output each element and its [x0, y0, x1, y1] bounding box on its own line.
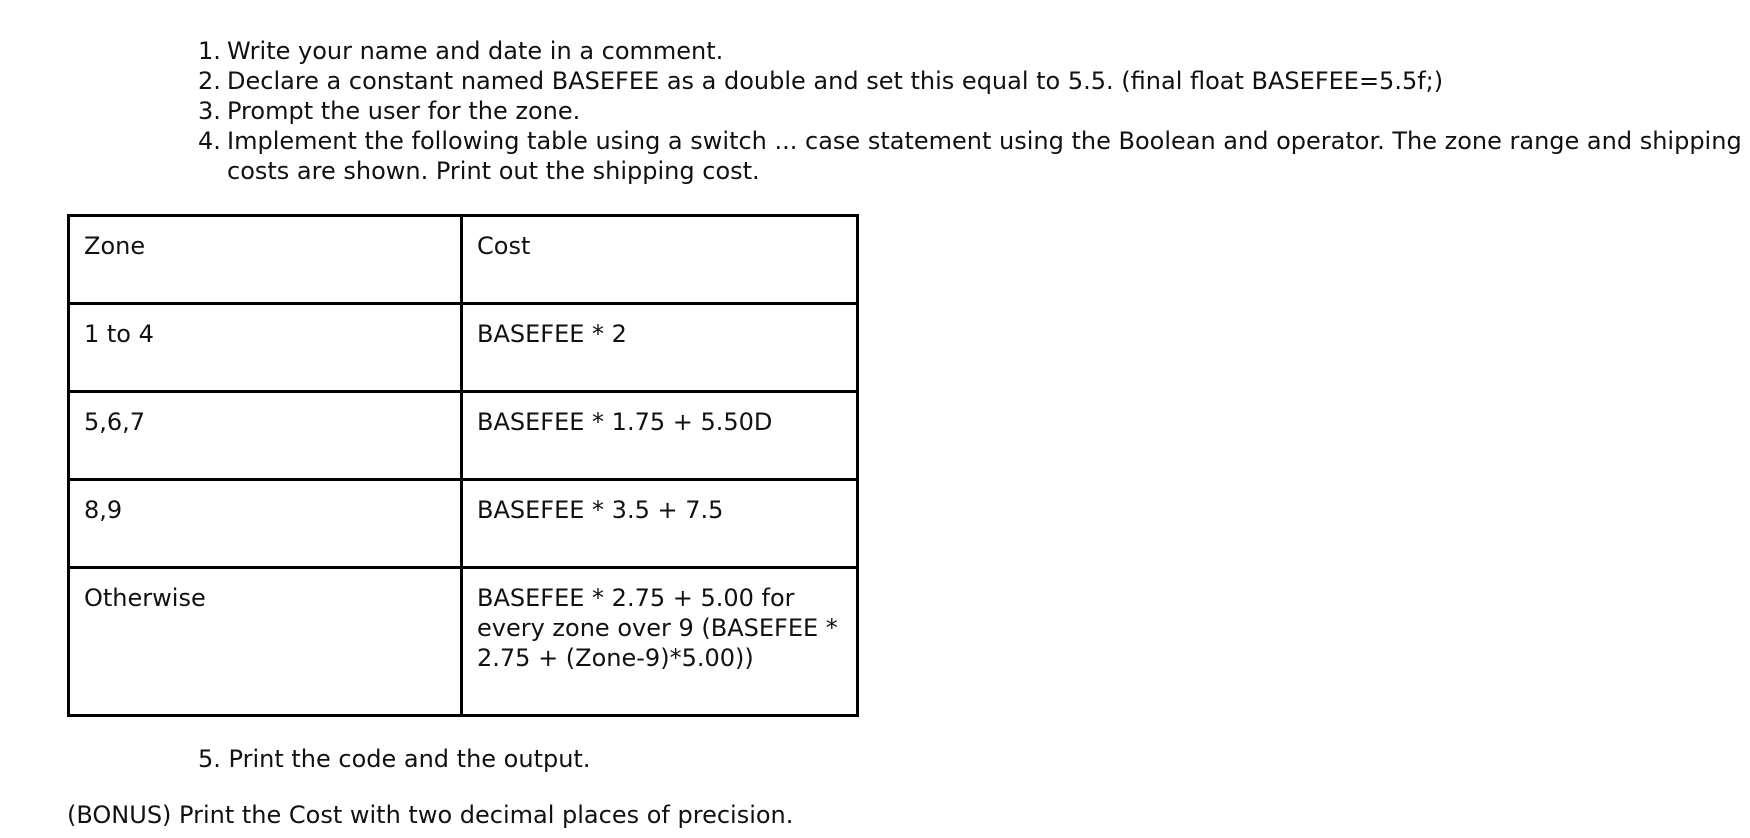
- cost-cell: BASEFEE * 1.75 + 5.50D: [462, 392, 858, 480]
- zone-cell: Otherwise: [69, 568, 462, 716]
- instruction-number: 1.: [198, 37, 221, 65]
- shipping-cost-table: [67, 214, 859, 717]
- cost-cell: BASEFEE * 2.75 + 5.00 for every zone over 9 (BASEFEE * 2.75 + (Zone-9)*5.00)): [462, 568, 858, 716]
- cost-cell: BASEFEE * 2: [462, 304, 858, 392]
- instruction-number: 4.: [198, 127, 221, 155]
- header-zone: Zone: [69, 216, 462, 304]
- instruction-number: 3.: [198, 97, 221, 125]
- instruction-text: Prompt the user for the zone.: [227, 97, 581, 125]
- table-header-row: [69, 216, 858, 304]
- zone-cell: 1 to 4: [69, 304, 462, 392]
- instruction-text: Write your name and date in a comment.: [227, 37, 724, 65]
- instruction-text: Implement the following table using a switch ... case statement using the Boolean and operator. The zone range and shipping costs are shown. Print out the shipping cost.: [227, 127, 1742, 185]
- bonus-instruction: (BONUS) Print the Cost with two decimal places of precision.: [67, 801, 794, 829]
- zone-cell: 8,9: [69, 480, 462, 568]
- table-row: [69, 568, 858, 716]
- instruction-item-3: [198, 96, 1743, 126]
- instruction-item-1: [198, 36, 1743, 66]
- zone-cell: 5,6,7: [69, 392, 462, 480]
- instruction-item-4: [198, 126, 1743, 186]
- table-row: [69, 392, 858, 480]
- instruction-text: Declare a constant named BASEFEE as a double and set this equal to 5.5. (final float BASEFEE=5.5f;): [227, 67, 1444, 95]
- cost-cell: BASEFEE * 3.5 + 7.5: [462, 480, 858, 568]
- instruction-number: 2.: [198, 67, 221, 95]
- table-row: [69, 480, 858, 568]
- table-row: [69, 304, 858, 392]
- header-cost: Cost: [462, 216, 858, 304]
- instruction-item-2: [198, 66, 1743, 96]
- instruction-list: [198, 36, 1743, 186]
- instruction-item-5: 5. Print the code and the output.: [198, 745, 591, 773]
